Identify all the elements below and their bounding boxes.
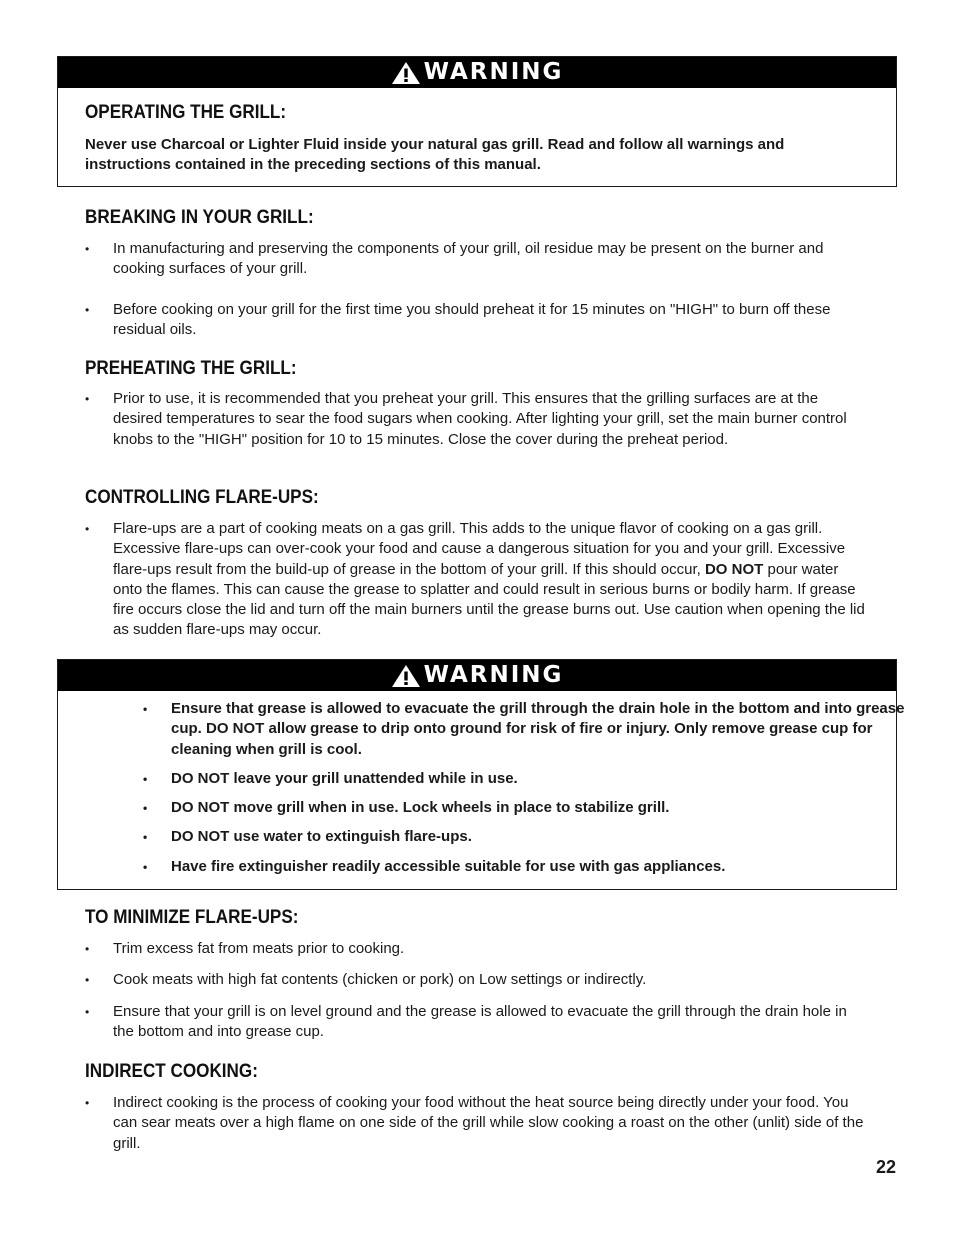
bullet-icon: •: [85, 522, 90, 536]
warning-triangle-icon: [391, 61, 421, 85]
heading-minimize: TO MINIMIZE FLARE-UPS:: [85, 907, 299, 928]
breaking-in-list: [85, 239, 865, 340]
warning-banner: [58, 57, 896, 88]
preheating-list: [85, 389, 865, 450]
warning-box-operating: [57, 56, 897, 187]
list-item: • In manufacturing and preserving the components of your grill, oil residue may be present on the burner and cooking surfaces of your grill.: [85, 240, 824, 278]
bullet-icon: •: [143, 771, 148, 786]
heading-indirect: INDIRECT COOKING:: [85, 1061, 258, 1082]
page-number: 22: [875, 1157, 896, 1177]
heading-operating: OPERATING THE GRILL:: [85, 102, 287, 123]
list-item: • Flare-ups are a part of cooking meats on a gas grill. This adds to the unique flavor of cooking on a gas grill. Excessive flare-ups can over-cook your food and cause a dangerous situation for you and your grill. Excessive flare-ups result from the build-up of grease in the bottom of your grill. If this should occur, DO NOT pour water onto the flames. This can cause the grease to splatter and could result in serious burns or bodily harm. If grease fire occurs close the lid and turn off the main burners until the grease burns out. Use caution when opening the lid as sudden flare-ups may occur.: [85, 520, 865, 639]
heading-flareups: CONTROLLING FLARE-UPS:: [85, 487, 319, 508]
bullet-icon: •: [85, 1004, 90, 1019]
list-item: • DO NOT move grill when in use. Lock wheels in place to stabilize grill.: [143, 798, 923, 818]
bullet-icon: •: [143, 859, 148, 874]
indirect-list: [85, 1093, 865, 1154]
warning-triangle-icon: [391, 664, 421, 688]
list-item: • Ensure that your grill is on level ground and the grease is allowed to evacuate the grill through the drain hole in the bottom and into grease cup.: [85, 1002, 847, 1040]
bullet-icon: •: [85, 942, 90, 956]
list-item: • Indirect cooking is the process of cooking your food without the heat source being directly under your food. You can sear meats over a high flame on one side of the grill while slow cooking a roast on the other (unlit) side of the grill.: [85, 1094, 864, 1152]
operating-text: Never use Charcoal or Lighter Fluid inside your natural gas grill. Read and follow all warnings and instructions contained in the preceding sections of this manual.: [85, 136, 785, 174]
flareups-list: [85, 519, 865, 641]
minimize-list: [85, 939, 865, 1042]
warning-label: WARNING: [423, 59, 564, 85]
list-item: • DO NOT use water to extinguish flare-ups.: [143, 827, 923, 847]
list-item: • Have fire extinguisher readily accessible suitable for use with gas appliances.: [143, 857, 923, 877]
list-item: • Prior to use, it is recommended that you preheat your grill. This ensures that the grilling surfaces are at the desired temperatures to sear the food sugars when cooking. After lighting your grill, set the main burner control knobs to the "HIGH" position for 10 to 15 minutes. Close the cover during the preheat period.: [85, 390, 847, 448]
bullet-icon: •: [85, 392, 90, 406]
list-item: • Before cooking on your grill for the first time you should preheat it for 15 minutes on "HIGH" to burn off these residual oils.: [85, 300, 831, 338]
warning-grease-list: [143, 699, 923, 877]
bullet-icon: •: [85, 1096, 90, 1110]
heading-breaking-in: BREAKING IN YOUR GRILL:: [85, 207, 314, 228]
bullet-icon: •: [143, 830, 148, 845]
list-item: • Ensure that grease is allowed to evacuate the grill through the drain hole in the bottom and into grease cup. DO NOT allow grease to drip onto ground for risk of fire or injury. Only remove grease cup for cleaning when grill is cool.: [143, 700, 905, 758]
heading-preheating: PREHEATING THE GRILL:: [85, 358, 297, 379]
bullet-icon: •: [143, 702, 148, 716]
warning-banner: [58, 660, 896, 691]
list-item: • Cook meats with high fat contents (chicken or pork) on Low settings or indirectly.: [85, 970, 865, 990]
bullet-icon: •: [85, 242, 90, 256]
bullet-icon: •: [143, 801, 148, 816]
warning-box-grease: [57, 659, 905, 890]
list-item: • DO NOT leave your grill unattended while in use.: [143, 769, 923, 789]
list-item: • Trim excess fat from meats prior to cooking.: [85, 939, 865, 959]
bullet-icon: •: [85, 302, 90, 317]
bullet-icon: •: [85, 973, 90, 988]
warning-label: WARNING: [423, 662, 564, 688]
